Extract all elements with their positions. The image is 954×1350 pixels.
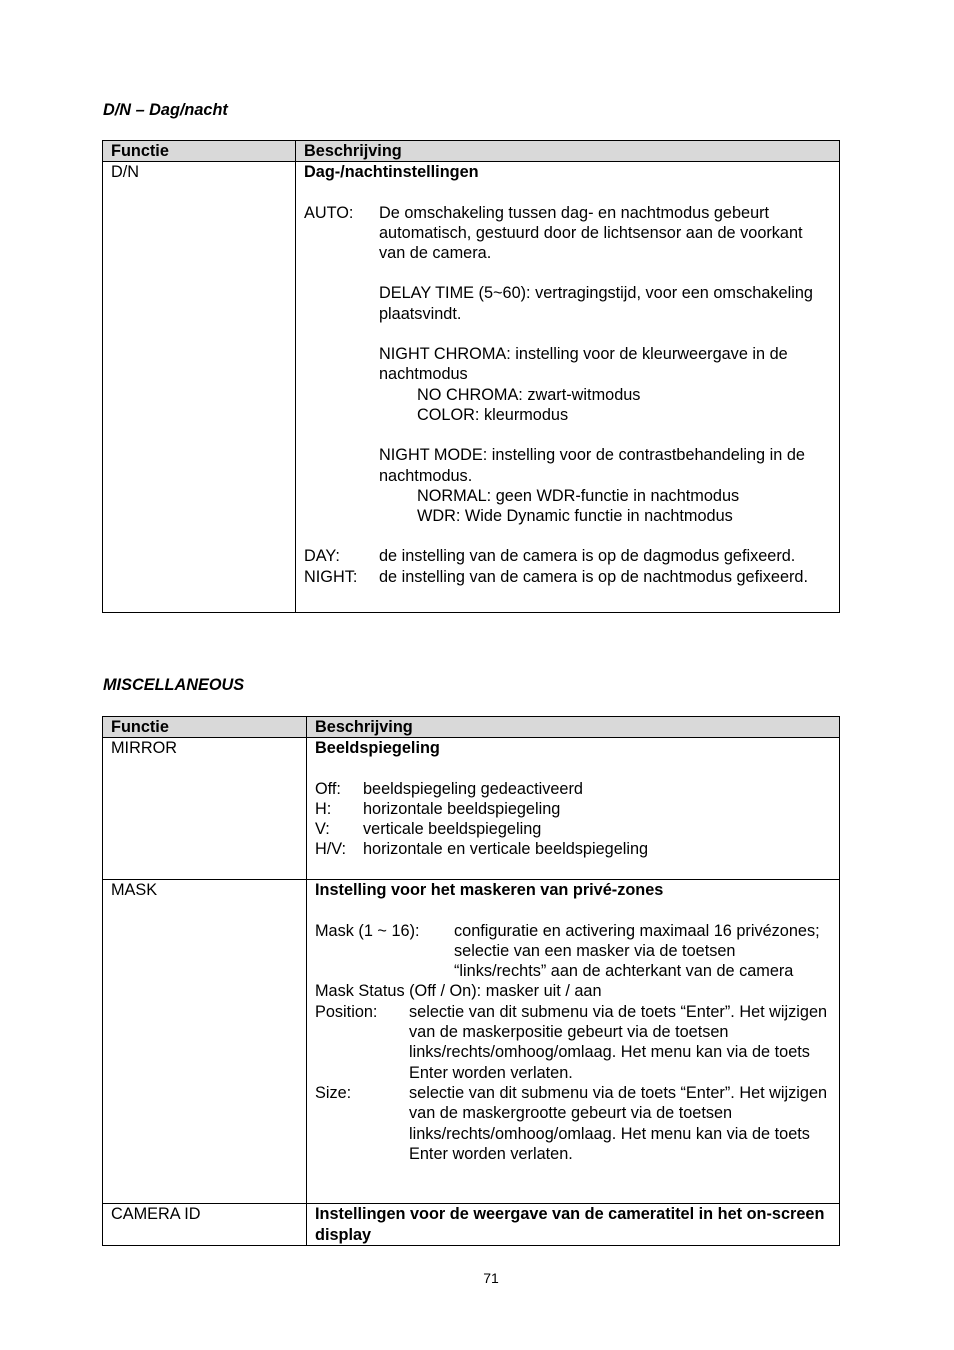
description-cell: [307, 738, 840, 880]
mask-label: Mask (1 ~ 16):: [315, 921, 420, 940]
option-text: verticale beeldspiegeling: [363, 820, 542, 839]
section-heading-dn: D/N – Dag/nacht: [103, 101, 228, 119]
dn-table: [102, 140, 840, 613]
mirror-option-row: [315, 839, 831, 859]
description-title: Instelling voor het maskeren van privé-zones: [315, 881, 664, 900]
table-row: [103, 162, 840, 613]
nightmode-option: WDR: Wide Dynamic functie in nachtmodus: [417, 507, 733, 526]
option-label: Off:: [315, 779, 341, 798]
misc-table: [102, 716, 840, 1246]
auto-label: AUTO:: [304, 203, 354, 222]
description-cell: [296, 162, 840, 613]
auto-row: [304, 203, 831, 264]
auto-text: De omschakeling tussen dag- en nachtmodus gebeurt automatisch, gestuurd door de lichtsensor aan de voorkant van de camera.: [379, 203, 803, 263]
mask-text: configuratie en activering maximaal 16 privézones; selectie van een masker via de toetsen “links/rechts” aan de achterkant van de camera: [454, 921, 820, 981]
chroma-option: NO CHROMA: zwart-witmodus: [417, 385, 641, 404]
mask-row: [315, 921, 831, 982]
page-number: 71: [483, 1270, 499, 1286]
function-cell: MIRROR: [103, 738, 307, 880]
position-row: [315, 1002, 831, 1083]
description-title: Instellingen voor de weergave van de cameratitel in het on-screen display: [315, 1205, 825, 1244]
mirror-option-row: [315, 819, 831, 839]
description-cell: [307, 880, 840, 1204]
nightmode-option: NORMAL: geen WDR-functie in nachtmodus: [417, 486, 740, 505]
night-text: de instelling van de camera is op de nachtmodus gefixeerd.: [379, 567, 808, 586]
option-label: H:: [315, 799, 332, 818]
description-cell: [307, 1204, 840, 1246]
option-label: H/V:: [315, 840, 347, 859]
header-function: Functie: [103, 141, 296, 162]
position-text: selectie van dit submenu via de toets “Enter”. Het wijzigen van de maskerpositie gebeurt via de toetsen links/rechts/omhoog/omlaag. Het menu kan via de toets Enter worden verlaten.: [409, 1002, 828, 1082]
night-label: NIGHT:: [304, 567, 358, 586]
nightmode-text: NIGHT MODE: instelling voor de contrastbehandeling in de nachtmodus.: [379, 446, 805, 485]
mask-status-text: Mask Status (Off / On): masker uit / aan: [315, 982, 602, 1001]
function-cell: CAMERA ID: [103, 1204, 307, 1246]
table-row: [103, 738, 840, 880]
option-text: horizontale en verticale beeldspiegeling: [363, 840, 649, 859]
header-description: Beschrijving: [296, 141, 840, 162]
function-cell: MASK: [103, 880, 307, 1204]
header-description: Beschrijving: [307, 717, 840, 738]
day-label: DAY:: [304, 547, 340, 566]
day-text: de instelling van de camera is op de dagmodus gefixeerd.: [379, 547, 796, 566]
day-row: [304, 546, 831, 566]
chroma-text: NIGHT CHROMA: instelling voor de kleurweergave in de nachtmodus: [379, 345, 788, 384]
function-cell: D/N: [103, 162, 296, 613]
size-text: selectie van dit submenu via de toets “Enter”. Het wijzigen van de maskergrootte gebeurt via de toetsen links/rechts/omhoog/omlaag. Het menu kan via de toets Enter worden verlaten.: [409, 1083, 828, 1163]
table-header-row: [103, 141, 840, 162]
section-heading-misc: MISCELLANEOUS: [103, 676, 245, 694]
table-row: [103, 880, 840, 1204]
option-text: beeldspiegeling gedeactiveerd: [363, 779, 583, 798]
description-title: Dag-/nachtinstellingen: [304, 163, 479, 182]
mirror-option-row: [315, 779, 831, 799]
chroma-option: COLOR: kleurmodus: [417, 405, 569, 424]
delay-text: DELAY TIME (5~60): vertragingstijd, voor een omschakeling plaatsvindt.: [379, 284, 813, 323]
mirror-option-row: [315, 799, 831, 819]
description-title: Beeldspiegeling: [315, 739, 440, 758]
size-row: [315, 1083, 831, 1164]
size-label: Size:: [315, 1083, 352, 1102]
option-label: V:: [315, 820, 330, 839]
table-header-row: [103, 717, 840, 738]
night-row: [304, 567, 831, 587]
header-function: Functie: [103, 717, 307, 738]
option-text: horizontale beeldspiegeling: [363, 799, 561, 818]
table-row: [103, 1204, 840, 1246]
position-label: Position:: [315, 1002, 378, 1021]
